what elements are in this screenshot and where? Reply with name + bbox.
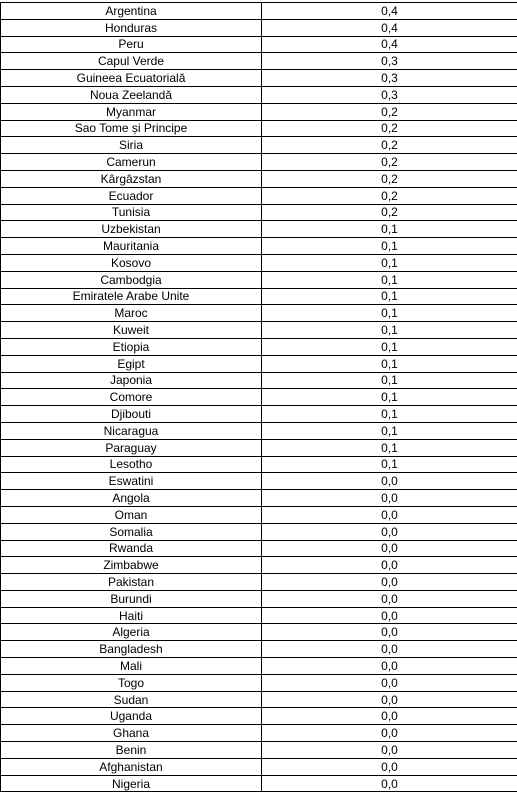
value-cell: 0,2 bbox=[262, 204, 517, 221]
country-cell: Haiti bbox=[1, 607, 262, 624]
country-cell: Argentina bbox=[1, 3, 262, 20]
country-cell: Myanmar bbox=[1, 103, 262, 120]
value-cell: 0,0 bbox=[262, 574, 517, 591]
value-cell: 0,0 bbox=[262, 540, 517, 557]
value-cell: 0,0 bbox=[262, 742, 517, 759]
country-cell: Comore bbox=[1, 389, 262, 406]
value-cell: 0,0 bbox=[262, 758, 517, 775]
table-row bbox=[1, 674, 517, 691]
value-cell: 0,2 bbox=[262, 137, 517, 154]
table-row bbox=[1, 53, 517, 70]
country-value-table bbox=[0, 2, 517, 792]
value-cell: 0,1 bbox=[262, 355, 517, 372]
value-cell: 0,0 bbox=[262, 641, 517, 658]
table-row bbox=[1, 708, 517, 725]
country-cell: Ecuador bbox=[1, 187, 262, 204]
country-cell: Etiopia bbox=[1, 338, 262, 355]
country-cell: Uganda bbox=[1, 708, 262, 725]
value-cell: 0,0 bbox=[262, 490, 517, 507]
value-cell: 0,1 bbox=[262, 372, 517, 389]
table-row bbox=[1, 322, 517, 339]
country-cell: Sudan bbox=[1, 691, 262, 708]
value-cell: 0,0 bbox=[262, 590, 517, 607]
table-row bbox=[1, 540, 517, 557]
table-row bbox=[1, 624, 517, 641]
value-cell: 0,2 bbox=[262, 187, 517, 204]
value-cell: 0,1 bbox=[262, 322, 517, 339]
country-cell: Bangladesh bbox=[1, 641, 262, 658]
country-cell: Somalia bbox=[1, 523, 262, 540]
table-row bbox=[1, 691, 517, 708]
table-row bbox=[1, 574, 517, 591]
table-row bbox=[1, 523, 517, 540]
value-cell: 0,4 bbox=[262, 36, 517, 53]
table-row bbox=[1, 288, 517, 305]
country-cell: Mali bbox=[1, 658, 262, 675]
country-cell: Burundi bbox=[1, 590, 262, 607]
value-cell: 0,1 bbox=[262, 422, 517, 439]
table-row bbox=[1, 456, 517, 473]
value-cell: 0,0 bbox=[262, 674, 517, 691]
value-cell: 0,4 bbox=[262, 3, 517, 20]
value-cell: 0,1 bbox=[262, 288, 517, 305]
country-cell: Peru bbox=[1, 36, 262, 53]
value-cell: 0,0 bbox=[262, 557, 517, 574]
country-cell: Pakistan bbox=[1, 574, 262, 591]
country-cell: Kosovo bbox=[1, 254, 262, 271]
table-row bbox=[1, 305, 517, 322]
value-cell: 0,0 bbox=[262, 607, 517, 624]
country-cell: Togo bbox=[1, 674, 262, 691]
table-row bbox=[1, 758, 517, 775]
country-cell: Noua Zeelandă bbox=[1, 86, 262, 103]
country-cell: Maroc bbox=[1, 305, 262, 322]
country-cell: Kuweit bbox=[1, 322, 262, 339]
table-row bbox=[1, 154, 517, 171]
value-cell: 0,3 bbox=[262, 70, 517, 87]
country-cell: Siria bbox=[1, 137, 262, 154]
value-cell: 0,2 bbox=[262, 170, 517, 187]
table-row bbox=[1, 204, 517, 221]
value-cell: 0,1 bbox=[262, 456, 517, 473]
value-cell: 0,3 bbox=[262, 53, 517, 70]
country-cell: Angola bbox=[1, 490, 262, 507]
value-cell: 0,0 bbox=[262, 708, 517, 725]
country-cell: Djibouti bbox=[1, 406, 262, 423]
table-row bbox=[1, 36, 517, 53]
table-row bbox=[1, 725, 517, 742]
table-row bbox=[1, 19, 517, 36]
table-row bbox=[1, 372, 517, 389]
table-row bbox=[1, 742, 517, 759]
table-row bbox=[1, 170, 517, 187]
table-row bbox=[1, 221, 517, 238]
table-row bbox=[1, 3, 517, 20]
country-cell: Uzbekistan bbox=[1, 221, 262, 238]
table-row bbox=[1, 506, 517, 523]
table-row bbox=[1, 641, 517, 658]
value-cell: 0,1 bbox=[262, 406, 517, 423]
table-row bbox=[1, 557, 517, 574]
country-cell: Lesotho bbox=[1, 456, 262, 473]
country-cell: Sao Tome și Principe bbox=[1, 120, 262, 137]
value-cell: 0,2 bbox=[262, 103, 517, 120]
table-row bbox=[1, 238, 517, 255]
country-cell: Nicaragua bbox=[1, 422, 262, 439]
table-row bbox=[1, 775, 517, 792]
country-cell: Japonia bbox=[1, 372, 262, 389]
value-cell: 0,0 bbox=[262, 658, 517, 675]
table-row bbox=[1, 70, 517, 87]
value-cell: 0,1 bbox=[262, 389, 517, 406]
table-row bbox=[1, 389, 517, 406]
table-row bbox=[1, 355, 517, 372]
country-cell: Algeria bbox=[1, 624, 262, 641]
table-row bbox=[1, 271, 517, 288]
value-cell: 0,1 bbox=[262, 305, 517, 322]
value-cell: 0,1 bbox=[262, 254, 517, 271]
value-cell: 0,0 bbox=[262, 725, 517, 742]
country-cell: Egipt bbox=[1, 355, 262, 372]
country-cell: Paraguay bbox=[1, 439, 262, 456]
table-body bbox=[1, 3, 517, 792]
value-cell: 0,1 bbox=[262, 221, 517, 238]
table-row bbox=[1, 590, 517, 607]
value-cell: 0,4 bbox=[262, 19, 517, 36]
value-cell: 0,0 bbox=[262, 506, 517, 523]
country-cell: Honduras bbox=[1, 19, 262, 36]
table-row bbox=[1, 422, 517, 439]
country-cell: Mauritania bbox=[1, 238, 262, 255]
value-cell: 0,1 bbox=[262, 271, 517, 288]
table-row bbox=[1, 490, 517, 507]
table-row bbox=[1, 254, 517, 271]
country-cell: Oman bbox=[1, 506, 262, 523]
country-cell: Rwanda bbox=[1, 540, 262, 557]
country-cell: Cambodgia bbox=[1, 271, 262, 288]
value-cell: 0,0 bbox=[262, 691, 517, 708]
country-cell: Benin bbox=[1, 742, 262, 759]
table-row bbox=[1, 86, 517, 103]
table-row bbox=[1, 338, 517, 355]
value-cell: 0,0 bbox=[262, 473, 517, 490]
table-row bbox=[1, 473, 517, 490]
value-cell: 0,1 bbox=[262, 238, 517, 255]
table-row bbox=[1, 607, 517, 624]
country-cell: Nigeria bbox=[1, 775, 262, 792]
country-cell: Tunisia bbox=[1, 204, 262, 221]
value-cell: 0,2 bbox=[262, 154, 517, 171]
table-row bbox=[1, 406, 517, 423]
table-row bbox=[1, 187, 517, 204]
country-cell: Kârgâzstan bbox=[1, 170, 262, 187]
table-row bbox=[1, 658, 517, 675]
country-cell: Afghanistan bbox=[1, 758, 262, 775]
value-cell: 0,0 bbox=[262, 624, 517, 641]
table-row bbox=[1, 120, 517, 137]
country-cell: Capul Verde bbox=[1, 53, 262, 70]
country-cell: Zimbabwe bbox=[1, 557, 262, 574]
country-cell: Camerun bbox=[1, 154, 262, 171]
table-row bbox=[1, 137, 517, 154]
value-cell: 0,0 bbox=[262, 775, 517, 792]
value-cell: 0,1 bbox=[262, 439, 517, 456]
table-row bbox=[1, 103, 517, 120]
value-cell: 0,2 bbox=[262, 120, 517, 137]
country-cell: Guineea Ecuatorială bbox=[1, 70, 262, 87]
country-cell: Eswatini bbox=[1, 473, 262, 490]
value-cell: 0,0 bbox=[262, 523, 517, 540]
value-cell: 0,1 bbox=[262, 338, 517, 355]
table-row bbox=[1, 439, 517, 456]
country-cell: Ghana bbox=[1, 725, 262, 742]
value-cell: 0,3 bbox=[262, 86, 517, 103]
country-cell: Emiratele Arabe Unite bbox=[1, 288, 262, 305]
